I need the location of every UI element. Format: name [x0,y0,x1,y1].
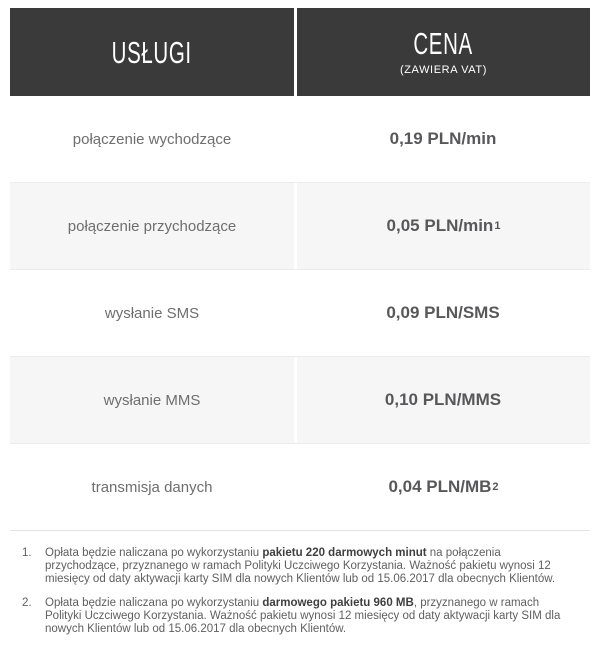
service-label: połączenie wychodzące [72,130,232,148]
price-cell [297,270,590,356]
footnote-number: 1. [22,547,32,559]
price-column-header [297,8,590,96]
price-value: 0,04 PLN/MB [388,477,492,496]
service-cell [10,96,294,182]
price-cell: 0,04 PLN/MB 2 [297,444,590,530]
footnote-text-post: , przyznanego w ramach Polityki Uczciwego Korzystania. Ważność pakietu wynosi 12 miesięcy od daty aktywacji karty SIM dla nowych Klientów lub od 15.06.2017 dla obecnych Klientów. [45,597,561,635]
service-label: połączenie przychodzące [67,217,237,235]
price-header-label: CENA [413,26,474,61]
table-row [10,96,590,182]
table-row [10,443,590,530]
footnote-number: 2. [22,597,32,609]
table-row [10,182,590,269]
price-cell [297,357,590,443]
price-cell: 0,05 PLN/min 1 [297,183,590,269]
service-cell [10,357,294,443]
pricing-page [0,8,600,657]
footnote-text-pre: Opłata będzie naliczana po wykorzystaniu [45,547,263,559]
service-label: wysłanie SMS [104,304,200,322]
price-value: 0,05 PLN/min [386,216,494,235]
table-body [10,96,590,531]
table-header-row [10,8,590,96]
services-header-label: USŁUGI [111,34,193,70]
footnote-text [45,547,578,586]
table-row [10,269,590,356]
footnote-text-bold: darmowego pakietu 960 MB [262,597,414,609]
price-value: 0,10 PLN/MMS [384,390,502,409]
pricing-table [10,8,590,531]
price-cell [297,96,590,182]
service-cell [10,270,294,356]
footnote-text-bold: pakietu 220 darmowych minut [262,547,427,559]
footnote-1 [22,547,578,586]
footnotes [22,547,578,636]
price-value: 0,19 PLN/min [389,129,497,148]
footnote-text-pre: Opłata będzie naliczana po wykorzystaniu [45,597,263,609]
services-column-header [10,8,294,96]
footnote-2 [22,597,578,636]
footnote-text [45,597,578,636]
service-label: transmisja danych [91,478,213,496]
price-header-vat-note: (ZAWIERA VAT) [399,64,488,76]
table-row [10,356,590,443]
service-cell [10,183,294,269]
footnote-text-post: na połączenia przychodzące, przyznanego w ramach Polityki Uczciwego Korzystania. Ważność pakietu wynosi 12 miesięcy od daty aktywacji karty SIM dla nowych Klientów lub od 15.06.2017 dla obecnych Klientów. [45,547,556,585]
price-value: 0,09 PLN/SMS [386,303,500,322]
service-cell [10,444,294,530]
service-label: wysłanie MMS [103,391,201,409]
